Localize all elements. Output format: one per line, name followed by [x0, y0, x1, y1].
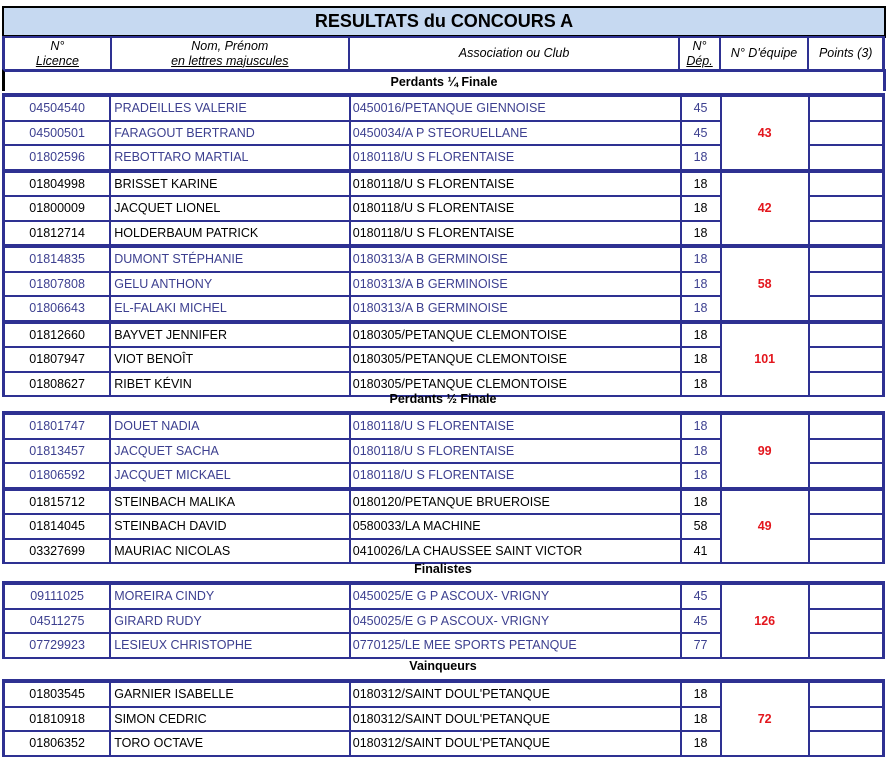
- team-header-label: N° D'équipe: [730, 46, 798, 60]
- dep-cell: 58: [681, 514, 721, 539]
- column-header-club: [349, 37, 680, 70]
- name-header-line2: en lettres majuscules: [171, 53, 289, 68]
- points-cell[interactable]: [809, 439, 884, 464]
- name-cell: BRISSET KARINE: [110, 171, 350, 197]
- table-row: [4, 322, 884, 348]
- club-cell: 0180118/U S FLORENTAISE: [350, 413, 681, 439]
- licence-cell: 01801747: [4, 413, 111, 439]
- dep-cell: 18: [681, 681, 721, 707]
- dep-header-line1: N°: [692, 38, 707, 53]
- licence-cell: 01814045: [4, 514, 111, 539]
- club-cell: 0450034/A P STEORUELLANE: [350, 121, 681, 146]
- points-cell[interactable]: [809, 246, 884, 272]
- team-number-cell: 58: [721, 246, 809, 322]
- section-table: [2, 411, 885, 564]
- name-cell: TORO OCTAVE: [110, 731, 350, 756]
- table-row: [4, 583, 884, 609]
- club-cell: 0180305/PETANQUE CLEMONTOISE: [350, 322, 681, 348]
- name-cell: JACQUET MICKAEL: [110, 463, 350, 489]
- club-cell: 0180313/A B GERMINOISE: [350, 246, 681, 272]
- team-number-cell: 99: [721, 413, 809, 489]
- club-cell: 0180118/U S FLORENTAISE: [350, 196, 681, 221]
- name-cell: REBOTTARO MARTIAL: [110, 145, 350, 171]
- column-header-licence: [4, 37, 111, 70]
- name-cell: MAURIAC NICOLAS: [110, 539, 350, 564]
- team-number-cell: 43: [721, 95, 809, 171]
- licence-cell: 01807808: [4, 272, 111, 297]
- column-header-name: [111, 37, 349, 70]
- dep-cell: 18: [681, 246, 721, 272]
- dep-cell: 18: [681, 296, 721, 322]
- licence-cell: 01807947: [4, 347, 111, 372]
- points-cell[interactable]: [809, 707, 884, 732]
- club-cell: 0180312/SAINT DOUL'PETANQUE: [350, 681, 681, 707]
- dep-cell: 18: [681, 171, 721, 197]
- points-header-label: Points (3): [818, 46, 873, 60]
- licence-cell: 01806643: [4, 296, 111, 322]
- points-cell[interactable]: [809, 514, 884, 539]
- points-cell[interactable]: [809, 609, 884, 634]
- club-cell: 0180120/PETANQUE BRUEROISE: [350, 489, 681, 515]
- team-number-cell: 42: [721, 171, 809, 247]
- table-row: [4, 413, 884, 439]
- licence-cell: 01810918: [4, 707, 111, 732]
- club-cell: 0180313/A B GERMINOISE: [350, 272, 681, 297]
- licence-cell: 01813457: [4, 439, 111, 464]
- club-cell: 0580033/LA MACHINE: [350, 514, 681, 539]
- licence-cell: 01804998: [4, 171, 111, 197]
- dep-cell: 18: [681, 463, 721, 489]
- licence-cell: 03327699: [4, 539, 111, 564]
- licence-cell: 07729923: [4, 633, 111, 658]
- name-cell: MOREIRA CINDY: [110, 583, 350, 609]
- name-cell: SIMON CEDRIC: [110, 707, 350, 732]
- dep-cell: 18: [681, 707, 721, 732]
- licence-cell: 04504540: [4, 95, 111, 121]
- club-cell: 0180313/A B GERMINOISE: [350, 296, 681, 322]
- section-table: [2, 679, 885, 757]
- dep-header-line2: Dép.: [686, 53, 713, 68]
- section-header: Finalistes: [414, 562, 472, 576]
- dep-cell: 18: [681, 731, 721, 756]
- points-cell[interactable]: [809, 296, 884, 322]
- table-row: [4, 489, 884, 515]
- dep-cell: 18: [681, 413, 721, 439]
- dep-cell: 41: [681, 539, 721, 564]
- dep-cell: 45: [681, 583, 721, 609]
- name-cell: BAYVET JENNIFER: [110, 322, 350, 348]
- points-cell[interactable]: [809, 633, 884, 658]
- club-cell: 0770125/LE MEE SPORTS PETANQUE: [350, 633, 681, 658]
- dep-cell: 77: [681, 633, 721, 658]
- name-header-line1: Nom, Prénom: [191, 38, 269, 53]
- club-cell: 0450025/E G P ASCOUX- VRIGNY: [350, 583, 681, 609]
- section-table: [2, 93, 885, 397]
- licence-cell: 01806352: [4, 731, 111, 756]
- points-cell[interactable]: [809, 95, 884, 121]
- club-cell: 0450025/E G P ASCOUX- VRIGNY: [350, 609, 681, 634]
- dep-cell: 18: [681, 145, 721, 171]
- licence-cell: 01815712: [4, 489, 111, 515]
- club-cell: 0180305/PETANQUE CLEMONTOISE: [350, 347, 681, 372]
- name-cell: RIBET KÉVIN: [110, 372, 350, 397]
- licence-cell: 01808627: [4, 372, 111, 397]
- club-cell: 0180118/U S FLORENTAISE: [350, 439, 681, 464]
- licence-cell: 01812660: [4, 322, 111, 348]
- dep-cell: 45: [681, 95, 721, 121]
- team-number-cell: 101: [721, 322, 809, 397]
- dep-cell: 45: [681, 121, 721, 146]
- licence-cell: 04500501: [4, 121, 111, 146]
- team-number-cell: 126: [721, 583, 809, 658]
- points-cell[interactable]: [809, 171, 884, 197]
- club-cell: 0180312/SAINT DOUL'PETANQUE: [350, 707, 681, 732]
- licence-cell: 01800009: [4, 196, 111, 221]
- dep-cell: 18: [681, 196, 721, 221]
- club-cell: 0180118/U S FLORENTAISE: [350, 463, 681, 489]
- name-cell: PRADEILLES VALERIE: [110, 95, 350, 121]
- table-row: [4, 246, 884, 272]
- dep-cell: 45: [681, 609, 721, 634]
- team-number-cell: 49: [721, 489, 809, 564]
- name-cell: STEINBACH MALIKA: [110, 489, 350, 515]
- name-cell: LESIEUX CHRISTOPHE: [110, 633, 350, 658]
- name-cell: VIOT BENOÎT: [110, 347, 350, 372]
- name-cell: GELU ANTHONY: [110, 272, 350, 297]
- points-cell[interactable]: [809, 145, 884, 171]
- column-header-team: [720, 37, 809, 70]
- points-cell[interactable]: [809, 681, 884, 707]
- licence-cell: 01803545: [4, 681, 111, 707]
- dep-cell: 18: [681, 221, 721, 247]
- licence-cell: 01814835: [4, 246, 111, 272]
- points-cell[interactable]: [809, 413, 884, 439]
- licence-cell: 01802596: [4, 145, 111, 171]
- club-cell: 0180312/SAINT DOUL'PETANQUE: [350, 731, 681, 756]
- section-header: Perdants ½ Finale: [389, 392, 497, 406]
- club-header-label: Association ou Club: [458, 46, 570, 60]
- points-cell[interactable]: [809, 322, 884, 348]
- points-cell[interactable]: [809, 463, 884, 489]
- points-cell[interactable]: [809, 731, 884, 756]
- column-header-points: [808, 37, 883, 70]
- dep-cell: 18: [681, 272, 721, 297]
- dep-cell: 18: [681, 489, 721, 515]
- club-cell: 0180118/U S FLORENTAISE: [350, 145, 681, 171]
- name-cell: HOLDERBAUM PATRICK: [110, 221, 350, 247]
- licence-header-line1: N°: [50, 38, 65, 53]
- name-cell: GIRARD RUDY: [110, 609, 350, 634]
- team-number-cell: 72: [721, 681, 809, 756]
- licence-cell: 01806592: [4, 463, 111, 489]
- name-cell: STEINBACH DAVID: [110, 514, 350, 539]
- page-title: RESULTATS du CONCOURS A: [2, 6, 886, 38]
- column-header-row: [2, 36, 885, 71]
- points-cell[interactable]: [809, 489, 884, 515]
- name-cell: JACQUET LIONEL: [110, 196, 350, 221]
- points-cell[interactable]: [809, 196, 884, 221]
- section-header: Vainqueurs: [409, 659, 477, 673]
- licence-cell: 01812714: [4, 221, 111, 247]
- table-row: [4, 681, 884, 707]
- name-cell: EL-FALAKI MICHEL: [110, 296, 350, 322]
- licence-header-line2: Licence: [35, 53, 79, 68]
- table-row: [4, 171, 884, 197]
- name-cell: FARAGOUT BERTRAND: [110, 121, 350, 146]
- name-cell: DUMONT STÉPHANIE: [110, 246, 350, 272]
- section-table: [2, 581, 885, 659]
- points-cell[interactable]: [809, 347, 884, 372]
- dep-cell: 18: [681, 439, 721, 464]
- table-row: [4, 95, 884, 121]
- dep-cell: 18: [681, 347, 721, 372]
- dep-cell: 18: [681, 322, 721, 348]
- section-header: Perdants ¼ Finale: [2, 69, 886, 91]
- club-cell: 0180118/U S FLORENTAISE: [350, 171, 681, 197]
- name-cell: GARNIER ISABELLE: [110, 681, 350, 707]
- name-cell: DOUET NADIA: [110, 413, 350, 439]
- club-cell: 0450016/PETANQUE GIENNOISE: [350, 95, 681, 121]
- club-cell: 0180305/PETANQUE CLEMONTOISE: [350, 372, 681, 397]
- points-cell[interactable]: [809, 583, 884, 609]
- licence-cell: 04511275: [4, 609, 111, 634]
- points-cell[interactable]: [809, 221, 884, 247]
- name-cell: JACQUET SACHA: [110, 439, 350, 464]
- points-cell[interactable]: [809, 121, 884, 146]
- dep-cell: 18: [681, 372, 721, 397]
- column-header-dep: [679, 37, 719, 70]
- licence-cell: 09111025: [4, 583, 111, 609]
- club-cell: 0410026/LA CHAUSSEE SAINT VICTOR: [350, 539, 681, 564]
- club-cell: 0180118/U S FLORENTAISE: [350, 221, 681, 247]
- points-cell[interactable]: [809, 272, 884, 297]
